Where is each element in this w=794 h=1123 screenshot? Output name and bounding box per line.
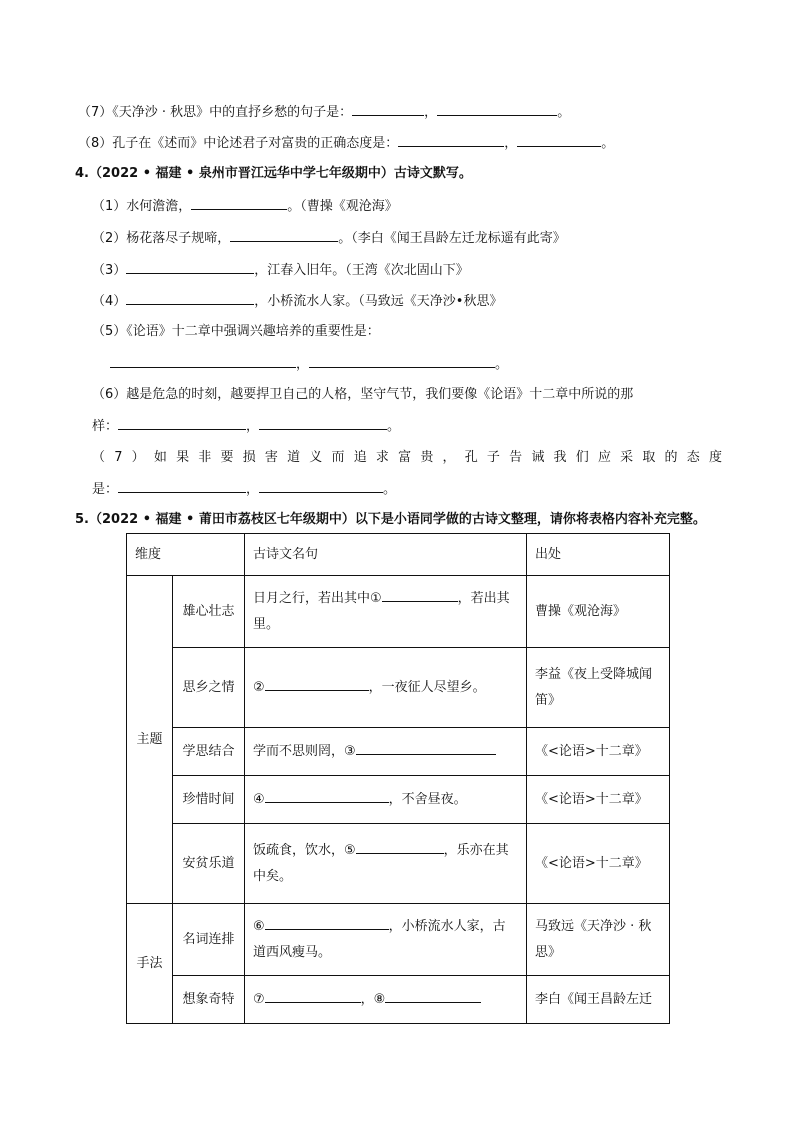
- q4-item-7-answers: 是： ， 。: [92, 479, 396, 500]
- source-cell: 李益《夜上受降城闻笛》: [527, 648, 670, 728]
- table-row: [127, 728, 670, 776]
- source-cell: 《<论语>十二章》: [527, 776, 670, 824]
- table-row: [127, 648, 670, 728]
- q3-item-7: （7）《天净沙 · 秋思》中的直抒乡愁的句子是： ， 。: [78, 102, 570, 123]
- subcategory-cell: 想象奇特: [173, 976, 245, 1024]
- table-header-row: [127, 534, 670, 576]
- answer-blank[interactable]: [230, 228, 338, 242]
- answer-blank[interactable]: [398, 133, 504, 147]
- subcategory-cell: 珍惜时间: [173, 776, 245, 824]
- q3-item-8: （8）孔子在《述而》中论述君子对富贵的正确态度是： ， 。: [78, 133, 614, 154]
- source-cell: 马致远《天净沙 · 秋思》: [527, 904, 670, 976]
- answer-blank[interactable]: [385, 989, 481, 1003]
- subcategory-cell: 雄心壮志: [173, 576, 245, 648]
- answer-blank[interactable]: [437, 102, 557, 116]
- answer-blank[interactable]: [259, 479, 383, 493]
- subcategory-cell: 安贫乐道: [173, 824, 245, 904]
- source-cell: 李白《闻王昌龄左迁: [527, 976, 670, 1024]
- line-cell: ⑦ ，⑧: [245, 976, 527, 1024]
- theme-cell: 主题: [127, 576, 173, 904]
- answer-blank[interactable]: [265, 789, 389, 803]
- table-row: [127, 776, 670, 824]
- answer-blank[interactable]: [118, 416, 246, 430]
- answer-blank[interactable]: [352, 102, 424, 116]
- table-row: [127, 576, 670, 648]
- line-cell: ④ ，不舍昼夜。: [245, 776, 527, 824]
- q4-item-3: （3） ，江春入旧年。（王湾《次北固山下》: [92, 260, 469, 281]
- answer-blank[interactable]: [265, 989, 361, 1003]
- source-cell: 曹操《观沧海》: [527, 576, 670, 648]
- answer-blank[interactable]: [382, 588, 458, 602]
- line-cell: ② ，一夜征人尽望乡。: [245, 648, 527, 728]
- source-cell: 《<论语>十二章》: [527, 824, 670, 904]
- subcategory-cell: 思乡之情: [173, 648, 245, 728]
- method-cell: 手法: [127, 904, 173, 1024]
- q4-item-6-answers: 样： ， 。: [92, 416, 400, 437]
- header-source: 出处: [527, 534, 670, 576]
- poem-table: [126, 533, 670, 1024]
- answer-blank[interactable]: [110, 354, 296, 368]
- answer-blank[interactable]: [259, 416, 387, 430]
- q4-item-5-answers: ， 。: [110, 354, 508, 375]
- answer-blank[interactable]: [309, 354, 495, 368]
- subcategory-cell: 学思结合: [173, 728, 245, 776]
- answer-blank[interactable]: [265, 677, 369, 691]
- answer-blank[interactable]: [356, 741, 496, 755]
- line-cell: 学而不思则罔，③: [245, 728, 527, 776]
- subcategory-cell: 名词连排: [173, 904, 245, 976]
- question-5-title: 5.（2022 • 福建 • 莆田市荔枝区七年级期中）以下是小语同学做的古诗文整理，请你将表格内容补充完整。: [75, 512, 706, 527]
- table-row: [127, 976, 670, 1024]
- q4-item-5: （5）《论语》十二章中强调兴趣培养的重要性是：: [92, 324, 380, 339]
- header-dimension: 维度: [127, 534, 245, 576]
- q4-item-7: （ 7 ） 如 果 非 要 损 害 道 义 而 追 求 富 贵 ， 孔 子 告 诫 我 们 应 采 取 的 态 度: [92, 450, 722, 465]
- source-cell: 《<论语>十二章》: [527, 728, 670, 776]
- header-famous-lines: 古诗文名句: [245, 534, 527, 576]
- answer-blank[interactable]: [191, 196, 287, 210]
- answer-blank[interactable]: [118, 479, 246, 493]
- table-row: [127, 904, 670, 976]
- q4-item-1: （1）水何澹澹， 。（曹操《观沧海》: [92, 196, 398, 217]
- answer-blank[interactable]: [126, 291, 254, 305]
- line-cell: ⑥ ，小桥流水人家，古道西风瘦马。: [245, 904, 527, 976]
- table-row: [127, 824, 670, 904]
- q4-item-6: （6）越是危急的时刻，越要捍卫自己的人格，坚守气节，我们要像《论语》十二章中所说的那: [92, 387, 634, 402]
- answer-blank[interactable]: [356, 840, 444, 854]
- answer-blank[interactable]: [265, 916, 389, 930]
- answer-blank[interactable]: [126, 260, 254, 274]
- answer-blank[interactable]: [517, 133, 601, 147]
- line-cell: 饭疏食，饮水，⑤ ，乐亦在其中矣。: [245, 824, 527, 904]
- q4-item-2: （2）杨花落尽子规啼， 。（李白《闻王昌龄左迁龙标遥有此寄》: [92, 228, 566, 249]
- question-4-title: 4.（2022 • 福建 • 泉州市晋江远华中学七年级期中）古诗文默写。: [75, 166, 472, 181]
- q4-item-4: （4） ，小桥流水人家。（马致远《天净沙•秋思》: [92, 291, 502, 312]
- line-cell: 日月之行，若出其中① ，若出其里。: [245, 576, 527, 648]
